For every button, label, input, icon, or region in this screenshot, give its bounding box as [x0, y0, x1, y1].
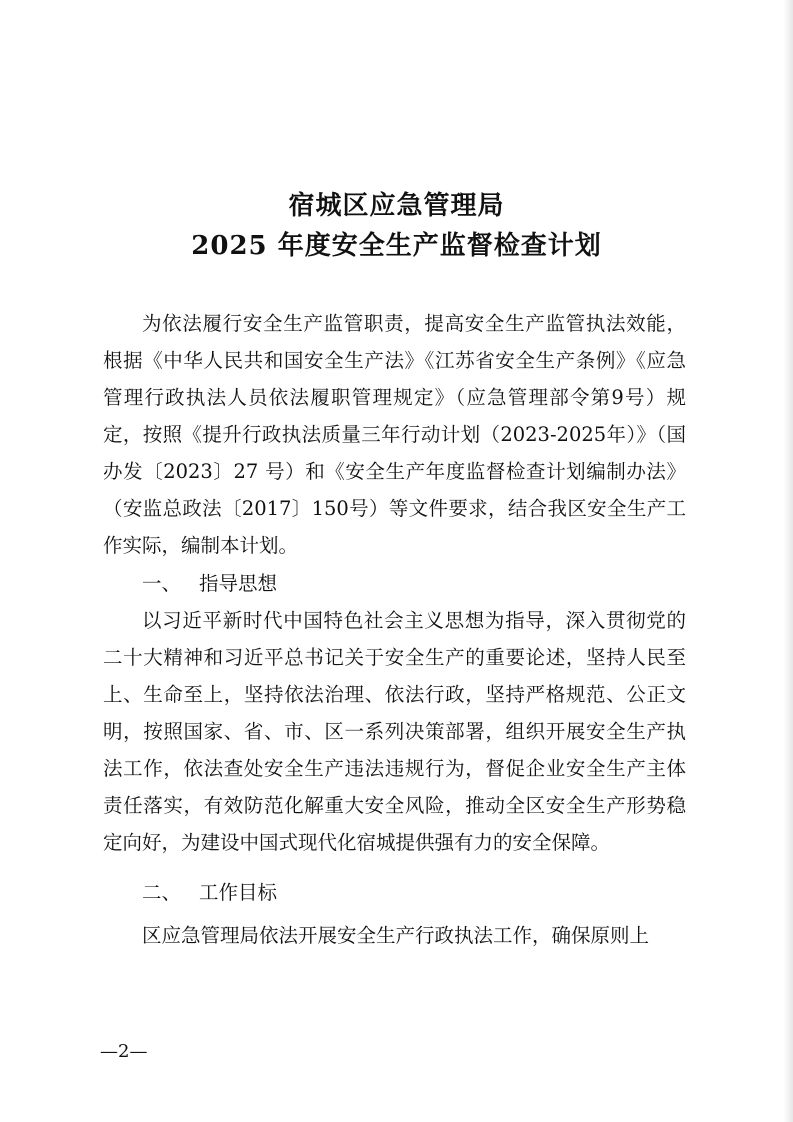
document-title	[0, 186, 793, 266]
title-line-1: 宿城区应急管理局	[288, 191, 505, 221]
section-2-number: 二、	[142, 881, 182, 904]
title-line-2: 2025 年度安全生产监督检查计划	[191, 231, 602, 261]
page-number: —2—	[100, 1041, 148, 1062]
section-1-title: 指导思想	[199, 572, 278, 595]
section-2-heading	[103, 874, 686, 911]
section-2-title: 工作目标	[199, 881, 278, 904]
section-1-heading	[103, 565, 686, 602]
section-2-paragraph: 区应急管理局依法开展安全生产行政执法工作，确保原则上	[142, 924, 650, 947]
document-body	[103, 305, 686, 954]
scan-edge-shadow	[783, 0, 793, 1122]
section-1-number: 一、	[142, 572, 182, 595]
section-1-paragraph: 以习近平新时代中国特色社会主义思想为指导，深入贯彻党的二十大精神和习近平总书记关于安全生产的重要论述，坚持人民至上、生命至上，坚持依法治理、依法行政，坚持严格规范、公正文明，按照国家、省、市、区一系列决策部署，组织开展安全生产执法工作，依法查处安全生产违法违规行为，督促企业安全生产主体责任落实，有效防范化解重大安全风险，推动全区安全生产形势稳定向好，为建设中国式现代化宿城提供强有力的安全保障。	[103, 609, 686, 854]
intro-paragraph: 为依法履行安全生产监管职责，提高安全生产监管执法效能，根据《中华人民共和国安全生产法》《江苏省安全生产条例》《应急管理行政执法人员依法履职管理规定》（应急管理部令第9号）规定，按照《提升行政执法质量三年行动计划（2023-2025年）》（国办发〔2023〕27 号）和《安全生产年度监督检查计划编制办法》（安监总政法〔2017〕150号）等文件要求，结合我区安全生产工作实际，编制本计划。	[103, 312, 686, 557]
